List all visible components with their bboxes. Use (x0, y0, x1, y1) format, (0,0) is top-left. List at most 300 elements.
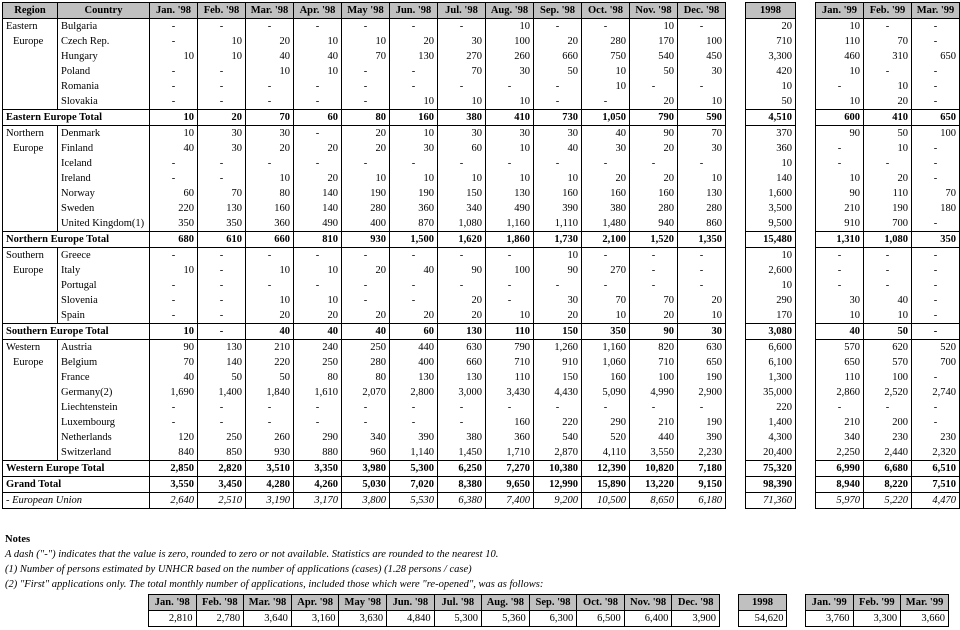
table-cell: - (342, 94, 390, 110)
total-label: - European Union (3, 493, 150, 509)
col-header-month: Aug. '98 (482, 595, 530, 611)
table-cell: 380 (582, 201, 630, 216)
table-cell: 2,870 (534, 445, 582, 461)
table-cell: 10 (582, 308, 630, 324)
col-header-region: Region (3, 3, 58, 19)
table-cell: 100 (630, 370, 678, 385)
table-cell: 270 (438, 49, 486, 64)
table-cell: 210 (246, 340, 294, 356)
table-cell: 260 (246, 430, 294, 445)
column-gap (726, 248, 746, 264)
year-total-cell: 4,300 (746, 430, 796, 445)
table-cell: - (342, 293, 390, 308)
column-gap (796, 248, 816, 264)
table-cell: - (582, 400, 630, 415)
col-header-month: Sep. '98 (534, 3, 582, 19)
column-gap (726, 278, 746, 293)
table-cell: 270 (582, 263, 630, 278)
table-cell: 54,620 (738, 611, 787, 627)
table-cell: - (534, 278, 582, 293)
table-cell: 70 (342, 49, 390, 64)
col-header-month: Jan. '99 (816, 3, 864, 19)
table-cell: 1,840 (246, 385, 294, 400)
table-cell: 160 (582, 370, 630, 385)
table-cell: 20 (864, 94, 912, 110)
table-cell: 20 (294, 141, 342, 156)
table-cell: 30 (534, 293, 582, 308)
table-cell: 20 (678, 293, 726, 308)
col-header-month: May '98 (339, 595, 387, 611)
table-cell: - (912, 370, 960, 385)
table-cell: 5,220 (864, 493, 912, 509)
table-cell: - (534, 79, 582, 94)
table-cell: 30 (198, 141, 246, 156)
col-header-month: Jan. '99 (806, 595, 854, 611)
table-cell: 2,820 (198, 461, 246, 477)
table-cell: 650 (678, 355, 726, 370)
table-cell: - (150, 415, 198, 430)
table-cell: 20 (864, 171, 912, 186)
table-cell: 10 (150, 263, 198, 278)
table-cell: - (912, 64, 960, 79)
table-cell: 8,380 (438, 477, 486, 493)
table-cell: - (198, 415, 246, 430)
table-cell: 6,300 (529, 611, 577, 627)
table-cell: 710 (630, 355, 678, 370)
table-cell: 12,990 (534, 477, 582, 493)
table-cell: 20 (294, 171, 342, 186)
table-cell: 250 (294, 355, 342, 370)
table-cell: 340 (816, 430, 864, 445)
table-cell: - (246, 248, 294, 264)
table-cell: 6,180 (678, 493, 726, 509)
table-cell: - (912, 156, 960, 171)
column-gap (796, 278, 816, 293)
region-cell: Europe (3, 141, 58, 156)
table-cell: 100 (486, 34, 534, 49)
col-header-month: Mar. '99 (912, 3, 960, 19)
table-row (3, 141, 960, 156)
year-total-cell: 1,300 (746, 370, 796, 385)
column-gap (796, 340, 816, 356)
table-cell: 230 (864, 430, 912, 445)
table-cell: 280 (678, 201, 726, 216)
table-cell: 160 (630, 186, 678, 201)
country-cell: Belgium (58, 355, 150, 370)
year-total-cell: 1,600 (746, 186, 796, 201)
table-cell: 4,470 (912, 493, 960, 509)
table-row (3, 415, 960, 430)
year-total-cell: 15,480 (746, 232, 796, 248)
table-cell: 6,400 (624, 611, 672, 627)
region-cell (3, 400, 58, 415)
table-cell: 3,430 (486, 385, 534, 400)
country-cell: Czech Rep. (58, 34, 150, 49)
col-header-month: Jun. '98 (387, 595, 435, 611)
country-cell: United Kingdom(1) (58, 216, 150, 232)
table-cell: 4,280 (246, 477, 294, 493)
table-cell: 660 (438, 355, 486, 370)
table-cell: - (534, 400, 582, 415)
table-cell: 210 (630, 415, 678, 430)
table-cell: 190 (864, 201, 912, 216)
column-gap (796, 126, 816, 142)
table-cell: 120 (150, 430, 198, 445)
column-gap (726, 216, 746, 232)
table-cell: 730 (534, 110, 582, 126)
table-cell: 2,230 (678, 445, 726, 461)
col-header-country: Country (58, 3, 150, 19)
table-cell: 1,730 (534, 232, 582, 248)
table-cell: - (342, 278, 390, 293)
column-gap (726, 156, 746, 171)
table-cell: 10 (150, 324, 198, 340)
table-cell: - (630, 400, 678, 415)
table-cell: 260 (486, 49, 534, 64)
table-cell: - (486, 248, 534, 264)
table-row (3, 370, 960, 385)
table-cell: - (630, 278, 678, 293)
table-cell: 40 (342, 324, 390, 340)
table-cell: 520 (582, 430, 630, 445)
table-cell: 10 (678, 308, 726, 324)
col-header-month: Feb. '98 (198, 3, 246, 19)
table-cell: 210 (816, 201, 864, 216)
table-cell: 220 (150, 201, 198, 216)
table-cell: 400 (390, 355, 438, 370)
asylum-applications-table (2, 2, 960, 509)
table-cell: - (678, 263, 726, 278)
column-gap (796, 232, 816, 248)
column-gap (726, 263, 746, 278)
table-cell: 360 (390, 201, 438, 216)
table-cell: 6,380 (438, 493, 486, 509)
table-cell: 12,390 (582, 461, 630, 477)
table-cell: 240 (294, 340, 342, 356)
grand-total-row (3, 477, 960, 493)
table-cell: - (150, 79, 198, 94)
country-cell: Iceland (58, 156, 150, 171)
table-cell: 130 (678, 186, 726, 201)
col-header-month: Mar. '98 (246, 3, 294, 19)
table-cell: 7,400 (486, 493, 534, 509)
column-gap (726, 49, 746, 64)
table-cell: 180 (912, 201, 960, 216)
table-cell: 150 (438, 186, 486, 201)
table-cell: 910 (816, 216, 864, 232)
table-cell: 10 (678, 94, 726, 110)
table-cell: 1,080 (438, 216, 486, 232)
country-cell: Germany(2) (58, 385, 150, 400)
table-cell: 10 (390, 171, 438, 186)
country-cell: Slovakia (58, 94, 150, 110)
table-cell: - (294, 400, 342, 415)
table-cell: 130 (438, 370, 486, 385)
table-cell: 600 (816, 110, 864, 126)
table-cell: - (246, 94, 294, 110)
table-row (3, 400, 960, 415)
table-cell: 1,480 (582, 216, 630, 232)
table-cell: 10 (582, 64, 630, 79)
country-cell: Portugal (58, 278, 150, 293)
table-row (3, 34, 960, 49)
column-gap (726, 400, 746, 415)
table-cell: 1,610 (294, 385, 342, 400)
table-cell: 1,160 (486, 216, 534, 232)
table-cell: - (294, 278, 342, 293)
table-cell: 5,360 (482, 611, 530, 627)
table-cell: 380 (438, 110, 486, 126)
table-cell: - (198, 94, 246, 110)
table-cell: - (912, 293, 960, 308)
column-gap (726, 477, 746, 493)
table-cell: 20 (246, 34, 294, 49)
column-gap (796, 370, 816, 385)
col-header-month: Jan. '98 (150, 3, 198, 19)
col-header-month: Nov. '98 (624, 595, 672, 611)
table-cell: 10 (864, 308, 912, 324)
table-row (3, 126, 960, 142)
table-cell: - (246, 415, 294, 430)
table-cell: - (246, 156, 294, 171)
region-cell: Europe (3, 355, 58, 370)
table-cell: 70 (582, 293, 630, 308)
table-cell: - (198, 79, 246, 94)
table-cell: 40 (534, 141, 582, 156)
table-row (3, 49, 960, 64)
column-gap (796, 79, 816, 94)
col-header-month: Jul. '98 (438, 3, 486, 19)
table-cell: 50 (198, 370, 246, 385)
table-cell: - (630, 263, 678, 278)
col-header-month: Mar. '99 (901, 595, 949, 611)
table-cell: 40 (582, 126, 630, 142)
table-cell: 10 (864, 141, 912, 156)
column-gap (726, 385, 746, 400)
table-cell: 520 (912, 340, 960, 356)
column-gap (726, 171, 746, 186)
table-cell: - (912, 415, 960, 430)
table-cell: - (246, 400, 294, 415)
table-cell: 1,080 (864, 232, 912, 248)
table-cell: - (438, 278, 486, 293)
table-cell: - (198, 293, 246, 308)
country-cell: France (58, 370, 150, 385)
table-cell: 30 (678, 324, 726, 340)
header-row (149, 595, 949, 611)
table-cell: 10,820 (630, 461, 678, 477)
table-cell: - (150, 293, 198, 308)
table-cell: 360 (246, 216, 294, 232)
country-cell: Poland (58, 64, 150, 79)
table-cell: 6,250 (438, 461, 486, 477)
table-cell: 10 (630, 19, 678, 35)
table-row (3, 186, 960, 201)
column-gap (796, 461, 816, 477)
table-cell: 10 (582, 79, 630, 94)
table-cell: 30 (582, 141, 630, 156)
table-cell: 130 (198, 201, 246, 216)
table-cell: 30 (816, 293, 864, 308)
table-cell: 220 (246, 355, 294, 370)
column-gap (726, 415, 746, 430)
country-cell: Sweden (58, 201, 150, 216)
table-cell: 50 (534, 64, 582, 79)
table-cell: 30 (678, 64, 726, 79)
table-cell: 1,310 (816, 232, 864, 248)
column-gap (726, 461, 746, 477)
table-cell: - (390, 19, 438, 35)
table-row (3, 385, 960, 400)
table-cell: 50 (630, 64, 678, 79)
table-cell: 140 (294, 201, 342, 216)
table-row (3, 156, 960, 171)
table-cell: 750 (582, 49, 630, 64)
table-cell: - (864, 263, 912, 278)
table-cell: 30 (198, 126, 246, 142)
table-cell: - (342, 248, 390, 264)
year-total-cell: 50 (746, 94, 796, 110)
table-cell: 9,200 (534, 493, 582, 509)
table-cell: 10 (816, 94, 864, 110)
country-cell: Finland (58, 141, 150, 156)
column-gap (726, 232, 746, 248)
column-gap (796, 201, 816, 216)
col-header-month: Sep. '98 (529, 595, 577, 611)
column-gap (796, 385, 816, 400)
germany-total-applications-table (148, 594, 949, 627)
table-cell: - (294, 248, 342, 264)
table-cell: - (582, 94, 630, 110)
year-total-cell: 75,320 (746, 461, 796, 477)
column-gap (726, 445, 746, 461)
table-cell: 350 (912, 232, 960, 248)
table-cell: 20 (630, 171, 678, 186)
table-cell: - (486, 79, 534, 94)
table-cell: 810 (294, 232, 342, 248)
table-cell: 10 (486, 19, 534, 35)
table-cell: 910 (534, 355, 582, 370)
table-cell: - (912, 278, 960, 293)
table-cell: - (342, 64, 390, 79)
table-row (3, 64, 960, 79)
table-cell: 570 (816, 340, 864, 356)
column-gap (796, 355, 816, 370)
table-cell: 3,660 (901, 611, 949, 627)
region-total-row (3, 461, 960, 477)
table-cell: 3,800 (342, 493, 390, 509)
table-cell: 250 (342, 340, 390, 356)
year-total-cell: 710 (746, 34, 796, 49)
column-gap (796, 400, 816, 415)
table-cell: - (864, 400, 912, 415)
table-cell: 410 (486, 110, 534, 126)
table-cell: 130 (486, 186, 534, 201)
table-cell: 90 (534, 263, 582, 278)
table-cell: 10 (390, 94, 438, 110)
table-cell: 10 (150, 110, 198, 126)
region-cell (3, 201, 58, 216)
table-cell: 60 (150, 186, 198, 201)
col-header-month: Oct. '98 (582, 3, 630, 19)
table-row (3, 445, 960, 461)
col-header-month: Feb. '99 (864, 3, 912, 19)
col-header-month: Jul. '98 (434, 595, 481, 611)
table-cell: - (198, 278, 246, 293)
table-cell: 9,650 (486, 477, 534, 493)
table-cell: 110 (816, 34, 864, 49)
region-cell (3, 156, 58, 171)
column-gap (726, 430, 746, 445)
table-cell: 10 (198, 34, 246, 49)
table-cell: 5,030 (342, 477, 390, 493)
table-cell: 3,350 (294, 461, 342, 477)
table-row (3, 248, 960, 264)
col-header-month: Mar. '98 (244, 595, 292, 611)
table-cell: 200 (864, 415, 912, 430)
year-total-cell: 9,500 (746, 216, 796, 232)
table-cell: 10 (390, 126, 438, 142)
table-cell: 60 (390, 324, 438, 340)
table-cell: 1,500 (390, 232, 438, 248)
table-row (3, 94, 960, 110)
table-row (3, 201, 960, 216)
notes-section (5, 532, 705, 592)
table-cell: 2,510 (198, 493, 246, 509)
table-cell: 30 (438, 126, 486, 142)
year-total-cell: 3,500 (746, 201, 796, 216)
table-cell: 70 (198, 186, 246, 201)
region-cell (3, 216, 58, 232)
region-cell (3, 308, 58, 324)
table-cell: - (534, 94, 582, 110)
country-cell: Norway (58, 186, 150, 201)
table-cell: - (912, 308, 960, 324)
table-cell: - (294, 126, 342, 142)
region-cell (3, 186, 58, 201)
table-cell: 160 (390, 110, 438, 126)
table-cell: - (294, 19, 342, 35)
table-cell: - (198, 400, 246, 415)
table-cell: 30 (486, 64, 534, 79)
year-total-cell: 4,510 (746, 110, 796, 126)
table-cell: 30 (246, 126, 294, 142)
table-cell: 10 (486, 308, 534, 324)
table-cell: - (438, 415, 486, 430)
table-cell: 650 (816, 355, 864, 370)
table-cell: 10 (816, 64, 864, 79)
table-cell: 220 (534, 415, 582, 430)
region-cell (3, 293, 58, 308)
country-cell: Liechtenstein (58, 400, 150, 415)
table-cell: - (246, 278, 294, 293)
table-cell: - (390, 293, 438, 308)
table-cell: 10 (294, 293, 342, 308)
table-cell: - (630, 156, 678, 171)
table-cell: 70 (864, 34, 912, 49)
table-cell: 140 (198, 355, 246, 370)
table-cell: 1,400 (198, 385, 246, 400)
table-cell: 840 (150, 445, 198, 461)
column-gap (726, 141, 746, 156)
table-cell: 10 (678, 171, 726, 186)
table-cell: 20 (390, 34, 438, 49)
table-cell: 700 (912, 355, 960, 370)
table-cell: 160 (582, 186, 630, 201)
table-cell: 1,260 (534, 340, 582, 356)
table-cell: 80 (342, 370, 390, 385)
table-cell: - (438, 156, 486, 171)
